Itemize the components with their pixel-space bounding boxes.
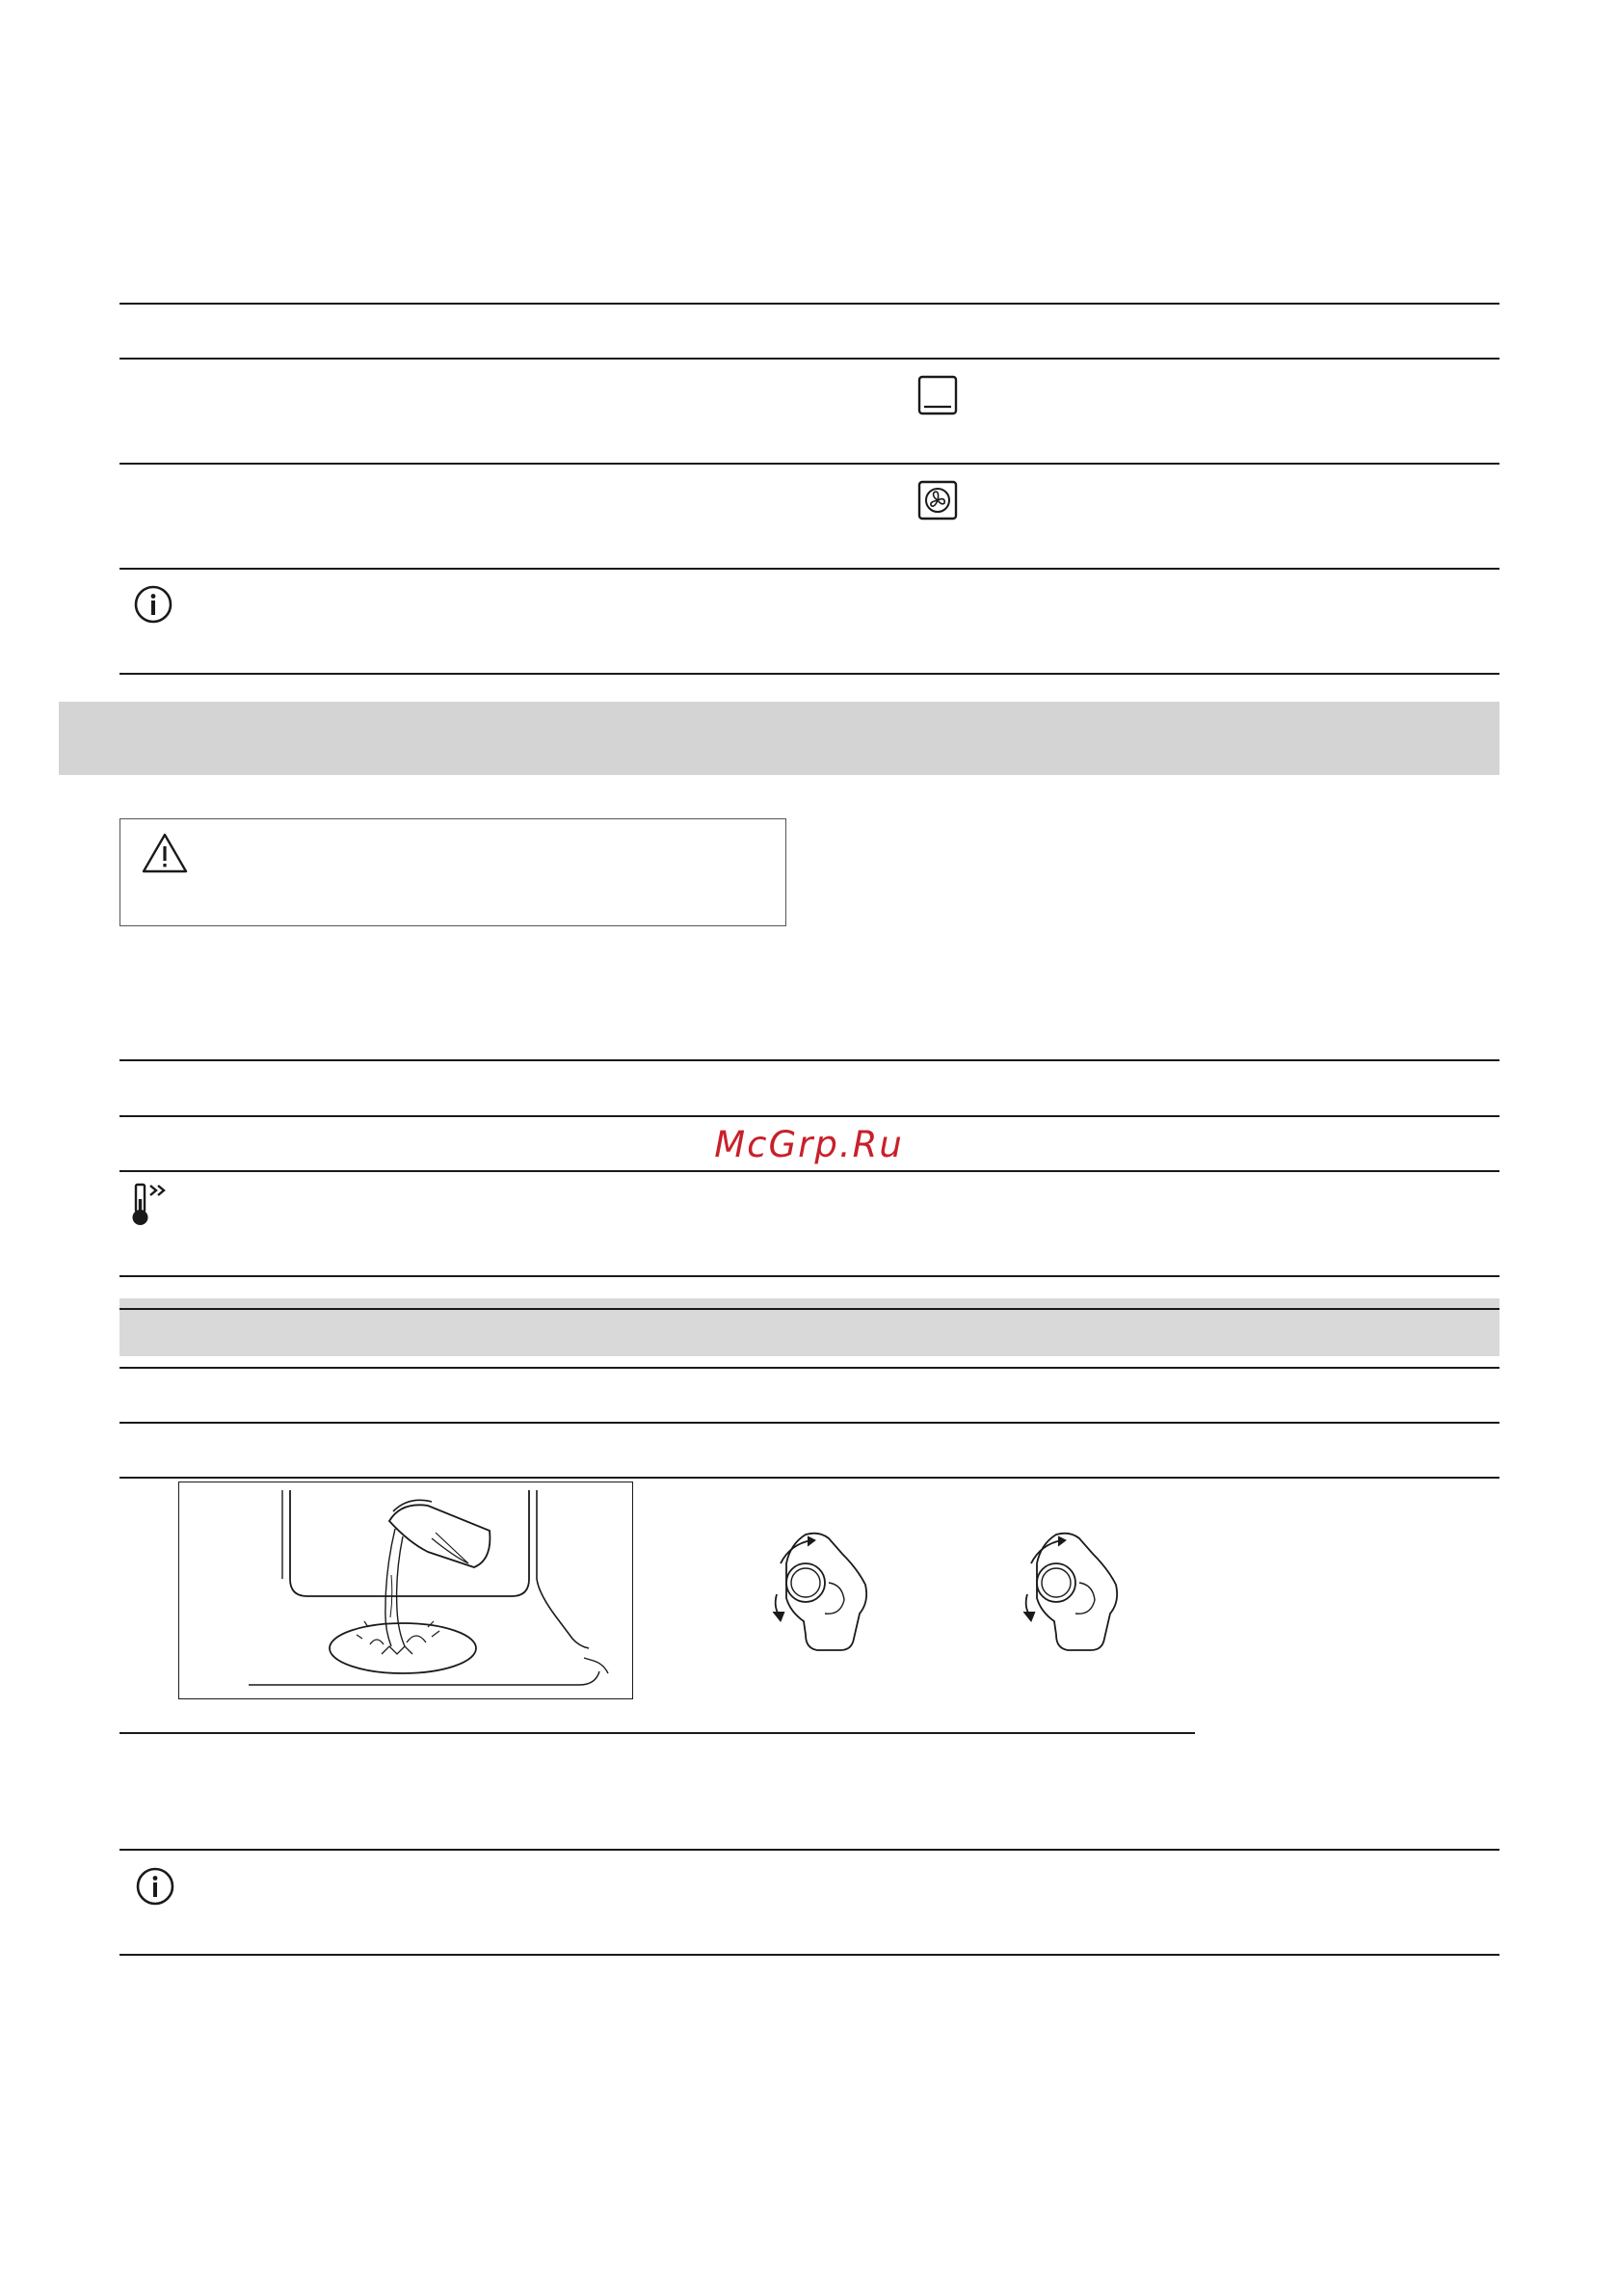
- table-rule: [119, 1170, 1499, 1172]
- table-rule: [119, 1059, 1499, 1061]
- fast-heat-thermometer-icon: [129, 1182, 177, 1228]
- table-rule: [119, 463, 1499, 465]
- table-rule: [119, 1422, 1499, 1424]
- warning-icon: [141, 832, 189, 874]
- oven-fan-icon: [917, 480, 958, 521]
- table-rule: [119, 1849, 1499, 1851]
- table-rule-top: [119, 303, 1499, 305]
- table-rule: [119, 1954, 1499, 1956]
- table-rule: [119, 1275, 1499, 1277]
- table-rule: [119, 1477, 1499, 1479]
- table-header-band: [119, 1298, 1499, 1356]
- table-rule: [119, 358, 1499, 360]
- warning-box: [119, 818, 786, 926]
- water-pour-drawing: [179, 1482, 632, 1698]
- table-rule: [119, 1367, 1499, 1369]
- table-rule: [119, 673, 1499, 675]
- section-header-band: [59, 702, 1499, 775]
- knob-turn-hand-illustration: [1012, 1525, 1120, 1652]
- table-rule: [119, 1115, 1499, 1117]
- table-rule: [119, 568, 1499, 570]
- watermark: McGrp.Ru: [714, 1124, 904, 1165]
- oven-top-heat-icon: [917, 375, 958, 415]
- water-pour-illustration: [178, 1482, 633, 1699]
- table-rule: [119, 1308, 1499, 1310]
- info-icon: [133, 584, 173, 625]
- info-icon: [135, 1866, 175, 1907]
- knob-turn-hand-illustration: [761, 1525, 869, 1652]
- figure-rule: [119, 1732, 1195, 1734]
